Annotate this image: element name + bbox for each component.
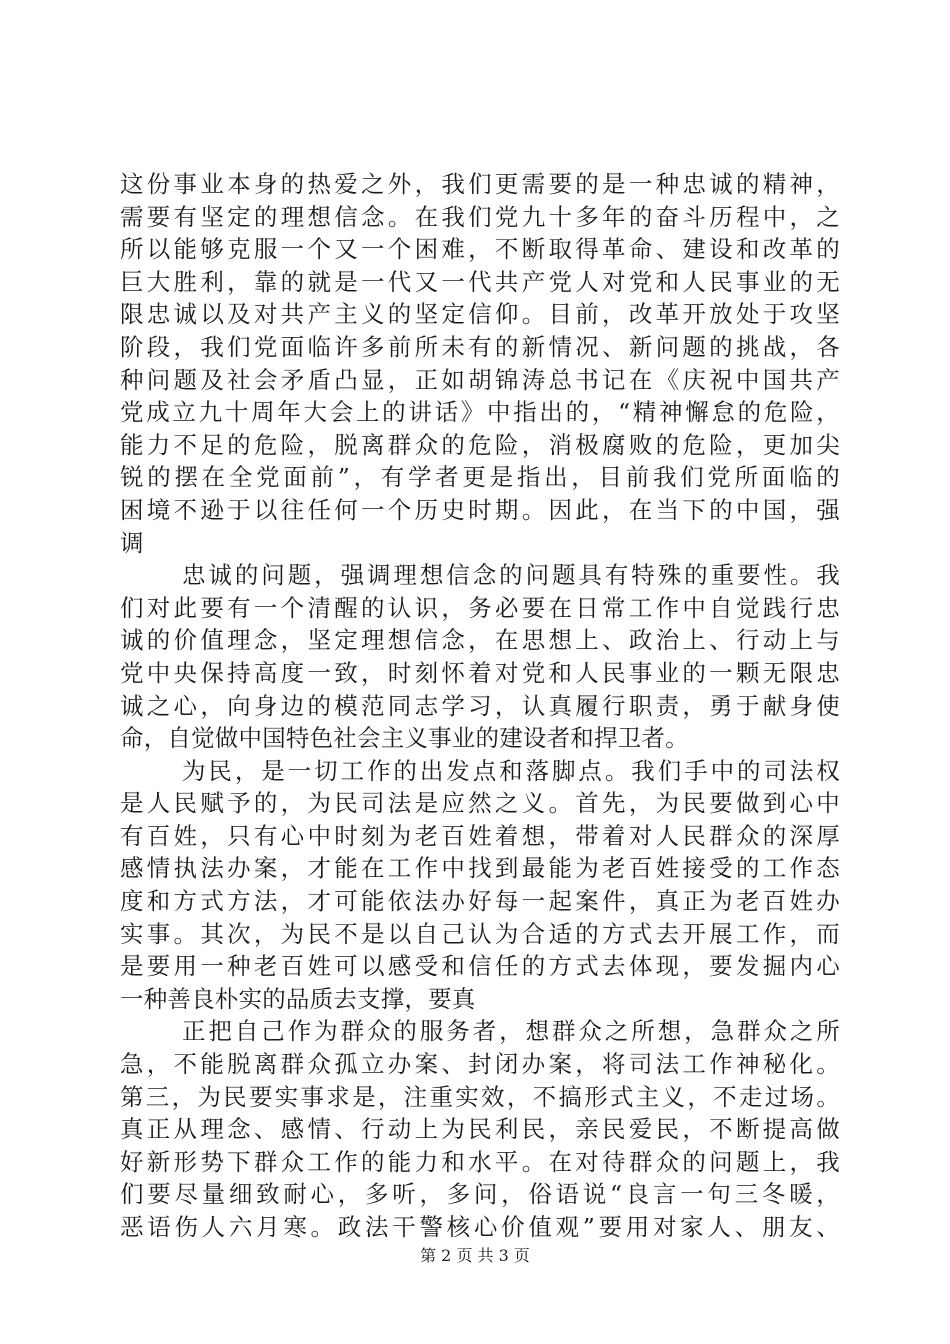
text-line: 调 xyxy=(120,528,144,557)
text-line: 急，不能脱离群众孤立办案、封闭办案，将司法工作神秘化。 xyxy=(120,1050,840,1079)
text-line: 感情执法办案，才能在工作中找到最能为老百姓接受的工作态 xyxy=(120,854,840,883)
text-line: 是人民赋予的，为民司法是应然之义。首先，为民要做到心中 xyxy=(120,789,840,818)
text-line: 党中央保持高度一致，时刻怀着对党和人民事业的一颗无限忠 xyxy=(120,658,840,687)
text-line: 恶语伤人六月寒。政法干警核心价值观”要用对家人、朋友、 xyxy=(120,1213,840,1241)
text-line: 能力不足的危险，脱离群众的危险，消极腐败的危险，更加尖 xyxy=(120,430,840,459)
text-line: 是要用一种老百姓可以感受和信任的方式去体现，要发掘内心 xyxy=(120,952,840,981)
text-line: 有百姓，只有心中时刻为老百姓着想，带着对人民群众的深厚 xyxy=(120,821,840,850)
text-line: 种问题及社会矛盾凸显，正如胡锦涛总书记在《庆祝中国共产 xyxy=(120,365,840,394)
text-line: 命，自觉做中国特色社会主义事业的建设者和捍卫者。 xyxy=(120,724,689,753)
text-line: 度和方式方法，才可能依法办好每一起案件，真正为老百姓办 xyxy=(120,887,840,916)
text-line: 正把自己作为群众的服务者，想群众之所想，急群众之所 xyxy=(182,1017,840,1046)
text-line: 诚之心，向身边的模范同志学习，认真履行职责，勇于献身使 xyxy=(120,691,840,720)
page-footer: 第 2 页 共 3 页 xyxy=(420,1246,530,1265)
text-line: 们对此要有一个清醒的认识，务必要在日常工作中自觉践行忠 xyxy=(120,593,840,622)
text-line: 所以能够克服一个又一个困难，不断取得革命、建设和改革的 xyxy=(120,235,840,264)
text-line: 第三，为民要实事求是，注重实效，不搞形式主义，不走过场。 xyxy=(120,1082,840,1111)
text-line: 真正从理念、感情、行动上为民利民，亲民爱民，不断提高做 xyxy=(120,1115,840,1144)
text-line: 好新形势下群众工作的能力和水平。在对待群众的问题上，我 xyxy=(120,1147,840,1176)
text-line: 党成立九十周年大会上的讲话》中指出的，“精神懈怠的危险， xyxy=(120,398,840,427)
text-line: 这份事业本身的热爱之外，我们更需要的是一种忠诚的精神， xyxy=(120,170,840,198)
text-line: 诚的价值理念，坚定理想信念，在思想上、政治上、行动上与 xyxy=(120,626,840,655)
text-line: 需要有坚定的理想信念。在我们党九十多年的奋斗历程中，之 xyxy=(120,202,840,231)
text-line: 一种善良朴实的品质去支撑，要真 xyxy=(120,984,476,1013)
text-line: 实事。其次，为民不是以自己认为合适的方式去开展工作，而 xyxy=(120,919,840,948)
body-text xyxy=(120,168,840,1244)
text-line: 忠诚的问题，强调理想信念的问题具有特殊的重要性。我 xyxy=(182,561,840,590)
text-line: 困境不逊于以往任何一个历史时期。因此，在当下的中国，强 xyxy=(120,495,840,524)
text-line: 限忠诚以及对共产主义的坚定信仰。目前，改革开放处于攻坚 xyxy=(120,300,840,329)
text-line: 巨大胜利，靠的就是一代又一代共产党人对党和人民事业的无 xyxy=(120,267,840,296)
text-line: 锐的摆在全党面前”，有学者更是指出，目前我们党所面临的 xyxy=(120,463,840,492)
text-line: 们要尽量细致耐心，多听，多问，俗语说“良言一句三冬暖， xyxy=(120,1180,840,1209)
text-line: 为民，是一切工作的出发点和落脚点。我们手中的司法权 xyxy=(182,756,840,785)
text-line: 阶段，我们党面临许多前所未有的新情况、新问题的挑战，各 xyxy=(120,332,840,361)
